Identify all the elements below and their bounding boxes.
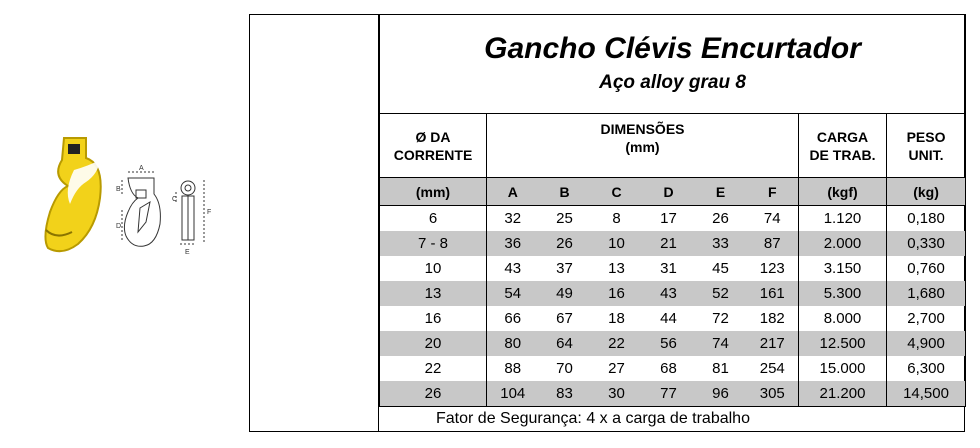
table-cell: 88	[487, 356, 539, 381]
table-cell: 66	[487, 306, 539, 331]
table-cell: 96	[695, 381, 747, 407]
table-cell: 52	[695, 281, 747, 306]
unit-cell: (kgf)	[799, 178, 887, 206]
table-cell: 182	[747, 306, 799, 331]
table-cell: 0,180	[887, 206, 966, 232]
page-subtitle: Aço alloy grau 8	[599, 72, 746, 93]
header-working-load: CARGA DE TRAB.	[799, 114, 887, 178]
header-chain-diameter: Ø DA CORRENTE	[380, 114, 487, 178]
header-dimensions: DIMENSÕES (mm)	[487, 114, 799, 178]
table-cell: 0,760	[887, 256, 966, 281]
table-cell: 56	[643, 331, 695, 356]
table-cell: 5.300	[799, 281, 887, 306]
table-cell: 2,700	[887, 306, 966, 331]
data-rows	[380, 206, 966, 407]
drawing-label-b: B	[116, 186, 121, 193]
table-cell: 74	[747, 206, 799, 232]
table-cell: 87	[747, 231, 799, 256]
table-cell: 68	[660, 360, 677, 377]
technical-drawing	[122, 172, 204, 246]
table-cell: 54	[487, 281, 539, 306]
table-cell: 8	[612, 210, 621, 227]
table-cell: 4,900	[887, 331, 966, 356]
table-cell: 3.150	[799, 256, 887, 281]
unit-cell: E	[695, 178, 747, 206]
safety-factor-note: Fator de Segurança: 4 x a carga de trabalho	[436, 410, 750, 427]
drawing-label-a: A	[139, 165, 144, 172]
clevis-hook-icon	[45, 138, 100, 251]
table-cell: 22	[380, 356, 487, 381]
table-cell: 26	[380, 381, 487, 407]
table-cell: 21.200	[799, 381, 887, 407]
table-cell: 2.000	[799, 231, 887, 256]
unit-cell: (mm)	[380, 178, 487, 206]
table-row	[380, 381, 966, 407]
table-cell: 45	[712, 260, 729, 277]
table-cell: 77	[643, 381, 695, 407]
table-row	[380, 306, 966, 331]
table-cell: 22	[591, 331, 643, 356]
table-cell: 26	[539, 231, 591, 256]
table-cell: 43	[643, 281, 695, 306]
table-cell: 217	[747, 331, 799, 356]
table-cell: 36	[487, 231, 539, 256]
table-cell: 15.000	[799, 356, 887, 381]
table-cell: 16	[380, 306, 487, 331]
drawing-label-c: C	[172, 196, 178, 203]
table-cell: 21	[643, 231, 695, 256]
product-image	[36, 130, 226, 260]
table-cell: 70	[556, 360, 573, 377]
table-cell: 12.500	[799, 331, 887, 356]
table-cell: 33	[695, 231, 747, 256]
table-cell: 49	[539, 281, 591, 306]
drawing-label-d: D	[116, 223, 122, 230]
table-cell: 67	[556, 310, 573, 327]
table-cell: 1,680	[887, 281, 966, 306]
table-cell: 17	[660, 210, 677, 227]
table-cell: 30	[591, 381, 643, 407]
units-row	[380, 178, 966, 206]
title-block	[380, 15, 966, 114]
table-cell: 14,500	[887, 381, 966, 407]
unit-cell: C	[591, 178, 643, 206]
unit-cell: B	[539, 178, 591, 206]
table-cell: 8.000	[799, 306, 887, 331]
header-unit-weight: PESO UNIT.	[887, 114, 966, 178]
table-cell: 161	[747, 281, 799, 306]
table-cell: 305	[747, 381, 799, 407]
table-cell: 25	[556, 210, 573, 227]
table-row	[380, 256, 966, 281]
table-cell: 10	[591, 231, 643, 256]
table-cell: 72	[712, 310, 729, 327]
table-cell: 74	[695, 331, 747, 356]
unit-cell: F	[747, 178, 799, 206]
table-cell: 81	[712, 360, 729, 377]
table-row	[380, 281, 966, 306]
drawing-label-f: F	[207, 209, 212, 216]
spec-table	[379, 14, 966, 407]
table-cell: 13	[608, 260, 625, 277]
table-cell: 20	[380, 331, 487, 356]
table-cell: 254	[747, 356, 799, 381]
table-cell: 26	[712, 210, 729, 227]
table-cell: 18	[608, 310, 625, 327]
header-row	[380, 114, 966, 178]
table-cell: 104	[487, 381, 539, 407]
table-cell: 37	[556, 260, 573, 277]
table-cell: 13	[380, 281, 487, 306]
table-row	[380, 231, 966, 256]
table-cell: 0,330	[887, 231, 966, 256]
table-row	[380, 331, 966, 356]
table-cell: 32	[487, 206, 539, 232]
table-cell: 1.120	[799, 206, 887, 232]
unit-cell: A	[487, 178, 539, 206]
table-cell: 64	[539, 331, 591, 356]
page-title: Gancho Clévis Encurtador	[484, 32, 861, 65]
table-row	[380, 206, 966, 232]
table-cell: 10	[380, 256, 487, 281]
table-cell: 43	[487, 256, 539, 281]
unit-cell: D	[643, 178, 695, 206]
table-cell: 6,300	[887, 356, 966, 381]
table-cell: 6	[380, 206, 487, 232]
table-cell: 7 - 8	[380, 231, 487, 256]
unit-cell: (kg)	[887, 178, 966, 206]
table-cell: 44	[660, 310, 677, 327]
table-cell: 123	[747, 256, 799, 281]
table-row	[380, 356, 966, 381]
table-cell: 16	[591, 281, 643, 306]
table-cell: 83	[539, 381, 591, 407]
table-cell: 80	[487, 331, 539, 356]
drawing-label-e: E	[185, 249, 190, 256]
table-cell: 27	[608, 360, 625, 377]
table-cell: 31	[660, 260, 677, 277]
